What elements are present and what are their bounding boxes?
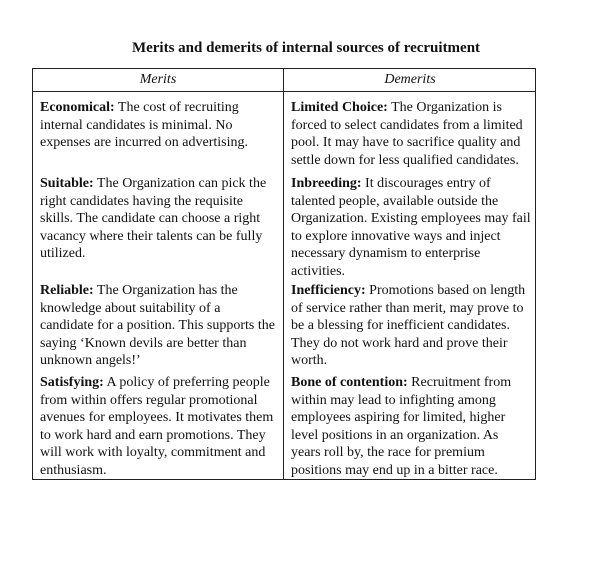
- merit-item: [40, 282, 276, 370]
- demerit-text: It discourages entry of talented people, available outside the Organization. Existing employees may fail to explore innovative ways and inject necessary dynamism to enterprise activities.: [291, 176, 531, 279]
- demerit-term: Inefficiency:: [291, 283, 366, 298]
- demerit-item: [291, 99, 531, 169]
- merit-item: [40, 99, 276, 152]
- demerits-header: Demerits: [384, 72, 436, 87]
- demerit-term: Bone of contention:: [291, 375, 408, 390]
- header-divider: [33, 91, 535, 92]
- merit-term: Economical:: [40, 100, 115, 115]
- page-title: Merits and demerits of internal sources of recruitment: [131, 40, 481, 56]
- demerit-item: [291, 282, 531, 370]
- demerit-text: Promotions based on length of service rather than merit, may prove to be a blessing for inefficient candidates. They do not work hard and prove their worth.: [291, 283, 526, 368]
- demerit-item: [291, 175, 531, 280]
- demerit-term: Limited Choice:: [291, 100, 388, 115]
- demerit-item: [291, 374, 531, 479]
- merit-term: Suitable:: [40, 176, 94, 191]
- merit-text: The Organization can pick the right candidates having the requisite skills. The candidate can choose a right vacancy where their talents can be fully utilized.: [40, 176, 267, 261]
- column-divider: [283, 69, 284, 479]
- merit-text: A policy of preferring people from within offers regular promotional avenues for employees. It motivates them to work hard and earn promotions. They will work with loyalty, commitment and enthusiasm.: [40, 375, 274, 478]
- merit-text: The Organization has the knowledge about suitability of a candidate for a position. This supports the saying ‘Known devils are better than unknown angels!’: [40, 283, 275, 368]
- merit-text: The cost of recruiting internal candidates is minimal. No expenses are incurred on advertising.: [40, 100, 248, 150]
- merit-item: [40, 374, 276, 479]
- merit-term: Satisfying:: [40, 375, 104, 390]
- merit-term: Reliable:: [40, 283, 94, 298]
- demerit-text: The Organization is forced to select candidates from a limited pool. It may have to sacrifice quality and settle down for less qualified candidates.: [291, 100, 523, 168]
- merit-item: [40, 175, 276, 263]
- demerit-text: Recruitment from within may lead to infighting among employees aspiring for limited, higher level positions in an organization. As years roll by, the race for premium positions may end up in a bitter race.: [291, 375, 512, 478]
- demerit-term: Inbreeding:: [291, 176, 362, 191]
- merits-header: Merits: [139, 72, 177, 87]
- merits-demerits-table: [32, 68, 536, 480]
